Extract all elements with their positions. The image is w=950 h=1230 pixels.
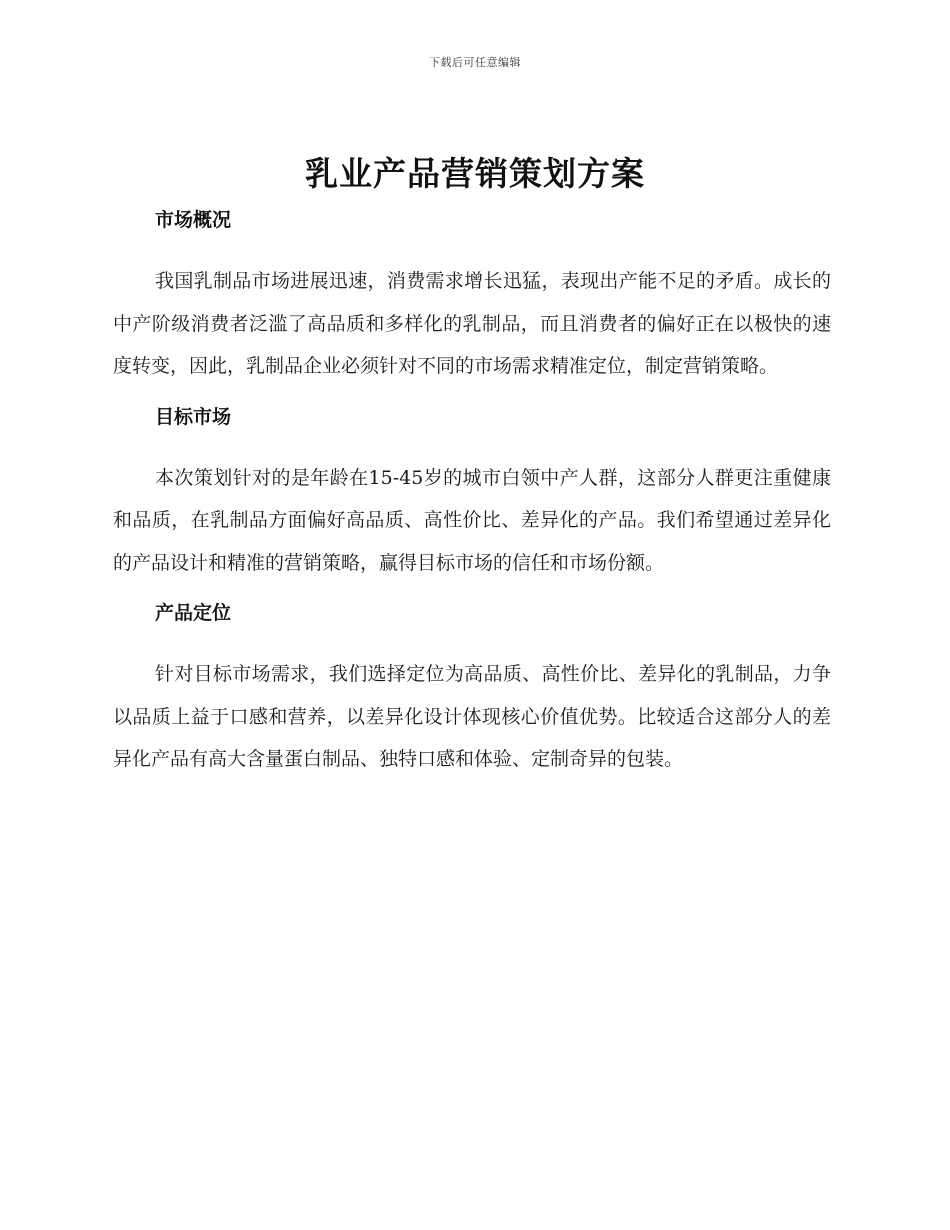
section-heading-target-market: 目标市场 [155, 405, 232, 428]
section-body-product-positioning: 针对目标市场需求，我们选择定位为高品质、高性价比、差异化的乳制品，力争以品质上益于口感和营养，以差异化设计体现核心价值优势。比较适合这部分人的差异化产品有高大含量蛋白制品、独特口感和体验、定制奇异的包装。 [113, 663, 831, 770]
section-heading-market-overview: 市场概况 [155, 209, 232, 231]
document-body [113, 205, 831, 781]
header-note: 下载后可任意编辑 [429, 56, 521, 69]
section-heading-product-positioning: 产品定位 [155, 602, 232, 624]
section-body-target-market: 本次策划针对的是年龄在15-45岁的城市白领中产人群，这部分人群更注重健康和品质，在乳制品方面偏好高品质、高性价比、差异化的产品。我们希望通过差异化的产品设计和精准的营销策略，赢得目标市场的信任和市场份额。 [113, 466, 831, 574]
document-title: 乳业产品营销策划方案 [305, 154, 645, 193]
section-body-market-overview: 我国乳制品市场进展迅速，消费需求增长迅猛，表现出产能不足的矛盾。成长的中产阶级消费者泛滥了高品质和多样化的乳制品，而且消费者的偏好正在以极快的速度转变，因此，乳制品企业必须针对不同的市场需求精准定位，制定营销策略。 [113, 270, 831, 377]
